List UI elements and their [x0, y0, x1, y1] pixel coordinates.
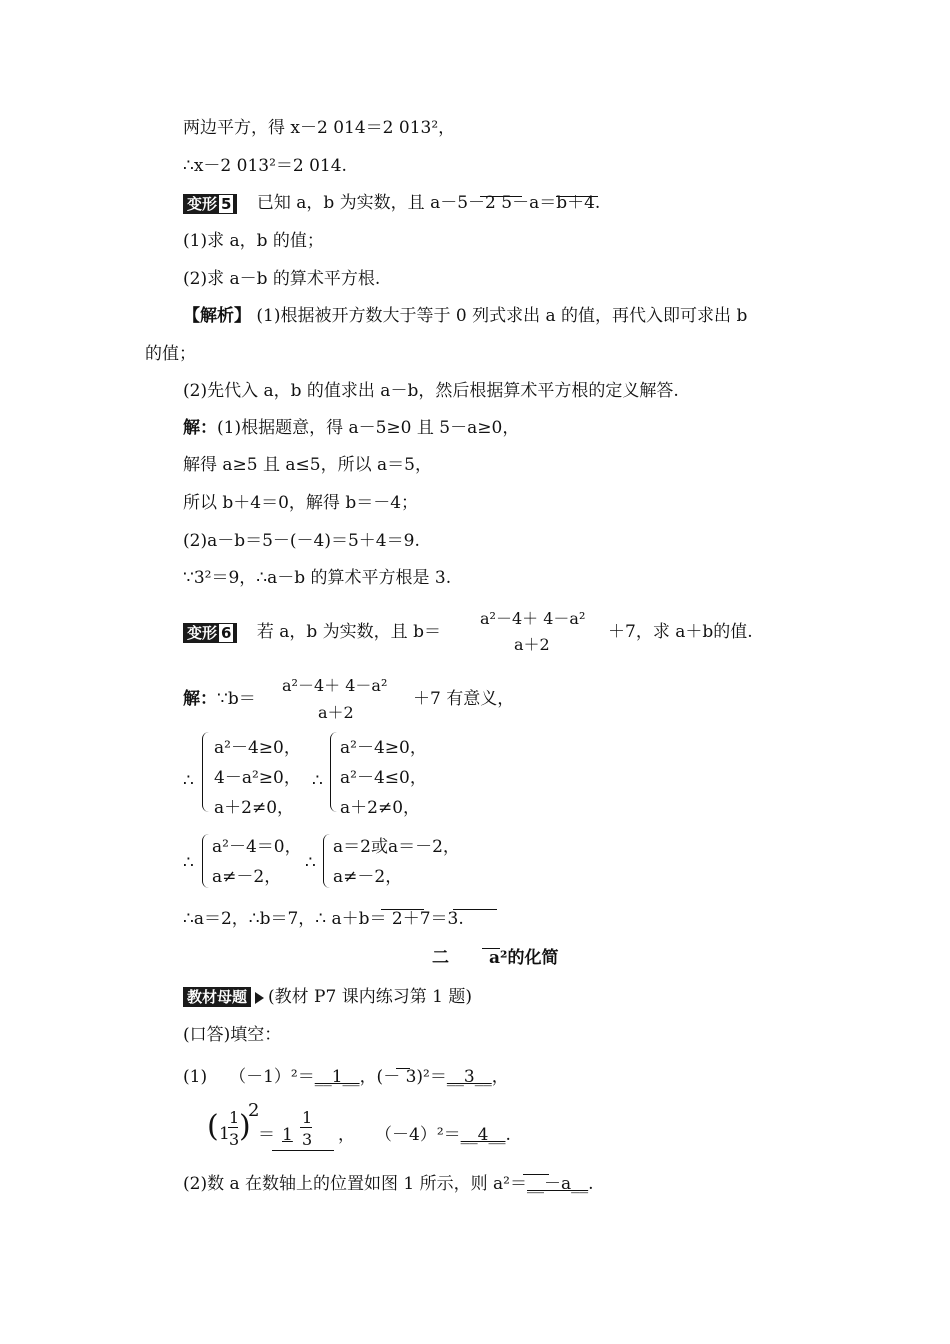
system-2-brace: [330, 732, 337, 812]
mixed-number-answer-underline: [272, 1150, 334, 1151]
mixed-number-answer-numerator: 1: [302, 1108, 313, 1127]
sqrt-bar-q2: [523, 1174, 549, 1175]
question-1-part-d: （－4）²＝__4__.: [375, 1125, 511, 1145]
variant-5-q1: (1)求 a，b 的值；: [183, 231, 324, 251]
section-heading: 二 a²的化简: [432, 948, 559, 968]
sqrt-bar-final-1: [381, 909, 424, 910]
variant-6-question: 变形 6 若 a，b 为实数，且 b＝: [183, 621, 441, 643]
sqrt-bar-q1: [396, 1068, 410, 1069]
line-conclusion: ∴x－2 013²＝2 014.: [183, 156, 347, 176]
mixed-number-denominator: 3: [229, 1130, 240, 1149]
textbook-problem-header: 教材母题 (教材 P7 课内练习第 1 题): [183, 986, 472, 1008]
system-1-row-2: 4－a²≥0，: [214, 768, 301, 788]
sqrt-bar-2: [556, 196, 598, 197]
mixed-number-frac-bar: [228, 1127, 238, 1128]
question-1-row-1: (1) （－1）²＝__1__，(－ 3)²＝__3__，: [183, 1067, 509, 1087]
therefore-sign-4: ∴: [305, 853, 316, 873]
mixed-number-answer-whole: 1: [282, 1125, 293, 1145]
system-2-row-1: a²－4≥0，: [340, 738, 427, 758]
section-sqrt-bar: [482, 948, 500, 949]
mixed-number-equals: ＝: [258, 1125, 275, 1145]
question-2: (2)数 a 在数轴上的位置如图 1 所示，则 a²＝__－a__.: [183, 1174, 594, 1194]
analysis-line-1b: 的值；: [145, 344, 196, 364]
solution-line-5: ∵3²＝9，∴a－b 的算术平方根是 3.: [183, 568, 452, 588]
system-4-row-2: a≠－2，: [333, 867, 403, 887]
system-4-row-1: a＝2或a＝－2，: [333, 837, 460, 857]
variant-6-question-end: ＋7，求 a＋b的值.: [608, 622, 753, 642]
mixed-number-answer-frac-bar: [300, 1127, 312, 1128]
variant-6-badge: 变形 6: [183, 623, 237, 643]
mixed-number-paren-close: ): [239, 1109, 251, 1144]
solution-line-1: 解：(1)根据题意，得 a－5≥0 且 5－a≥0，: [183, 418, 520, 438]
solution-6-fraction-numerator: a²－4＋ 4－a²: [282, 676, 388, 695]
variant-5-question: 变形 5 已知 a，b 为实数，且 a－5－2 5－a＝b＋4.: [183, 192, 600, 214]
variant-5-badge: 变形 5: [183, 194, 237, 214]
system-1-row-3: a＋2≠0，: [214, 798, 295, 818]
solution-6-fraction-denominator: a＋2: [318, 703, 354, 722]
system-3-row-1: a²－4＝0，: [212, 837, 302, 857]
mixed-number-comma: ，: [338, 1125, 355, 1145]
sqrt-bar-final-2: [453, 909, 497, 910]
textbook-badge: 教材母题: [183, 987, 251, 1007]
system-1-brace: [202, 732, 209, 812]
solution-6-line-1: 解：∵b＝: [183, 689, 256, 709]
therefore-sign-3: ∴: [183, 853, 194, 873]
system-3-row-2: a≠－2，: [212, 867, 282, 887]
therefore-sign-1: ∴: [183, 771, 194, 791]
sqrt-bar-1: [480, 196, 522, 197]
oral-instruction: (口答)填空：: [183, 1025, 282, 1045]
solution-line-3: 所以 b＋4＝0，解得 b＝－4；: [183, 493, 419, 513]
system-2-row-3: a＋2≠0，: [340, 798, 421, 818]
system-2-row-2: a²－4≤0，: [340, 768, 427, 788]
solution-line-2: 解得 a≥5 且 a≤5，所以 a＝5，: [183, 455, 432, 475]
variant-6-fraction-denominator: a＋2: [514, 635, 550, 654]
variant-6-fraction-numerator: a²－4＋ 4－a²: [480, 609, 586, 628]
final-answer: ∴a＝2，∴b＝7，∴ a＋b＝ 2＋7＝3.: [183, 909, 464, 929]
line-square-both-sides: 两边平方，得 x－2 014＝2 013²，: [183, 118, 456, 138]
system-4-brace: [323, 834, 330, 888]
mixed-number-paren-open: (: [207, 1109, 219, 1144]
system-3-brace: [202, 834, 209, 888]
play-arrow-icon: [255, 992, 264, 1004]
solution-line-4: (2)a－b＝5－(－4)＝5＋4＝9.: [183, 531, 420, 551]
mixed-number-exponent: 2: [248, 1100, 260, 1121]
analysis-line-2: (2)先代入 a，b 的值求出 a－b，然后根据算术平方根的定义解答.: [183, 381, 679, 401]
mixed-number-numerator: 1: [229, 1108, 240, 1127]
therefore-sign-2: ∴: [312, 771, 323, 791]
analysis-line-1: 【解析】 (1)根据被开方数大于等于 0 列式求出 a 的值，再代入即可求出 b: [183, 306, 748, 326]
mixed-number-whole: 1: [219, 1124, 230, 1144]
system-1-row-1: a²－4≥0，: [214, 738, 301, 758]
mixed-number-answer-denominator: 3: [302, 1130, 313, 1149]
variant-5-q2: (2)求 a－b 的算术平方根.: [183, 269, 381, 289]
solution-6-line-1-end: ＋7 有意义，: [413, 689, 515, 709]
